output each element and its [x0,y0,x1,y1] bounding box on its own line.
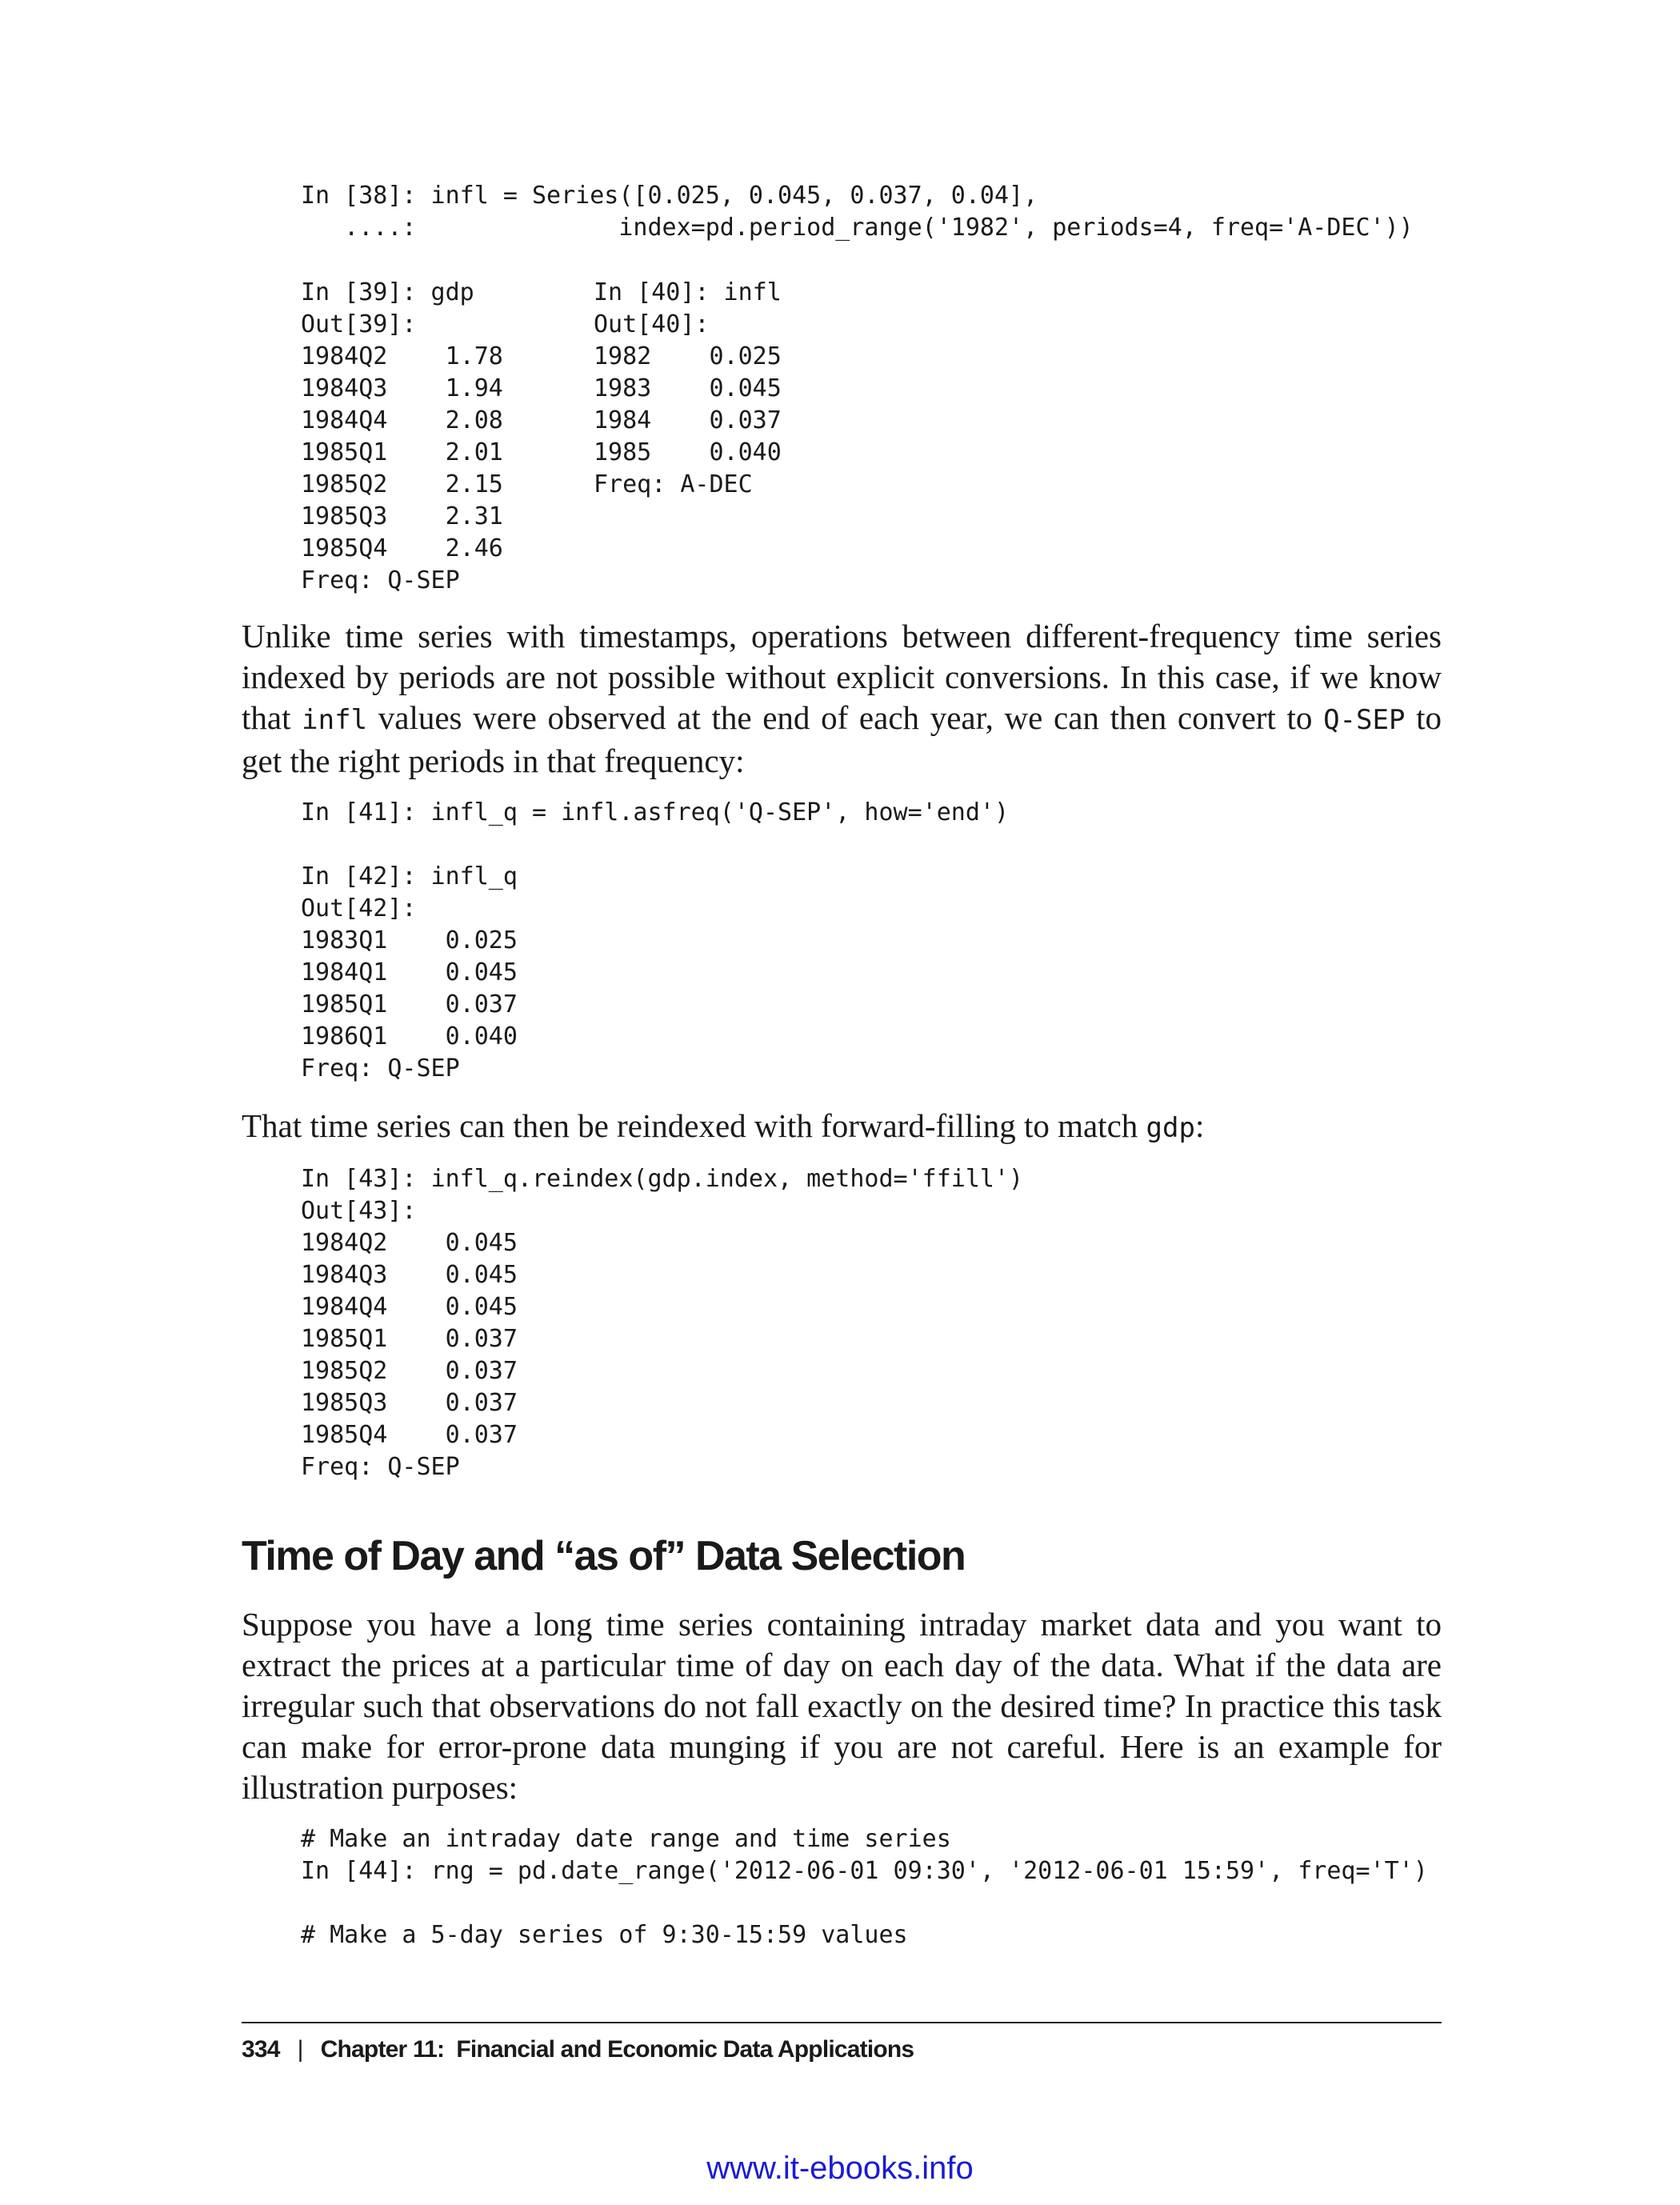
code-block-infl-output: In [40]: infl Out[40]: 1982 0.025 1983 0.045 1984 0.037 1985 0.040 Freq: A-DEC [594,278,782,498]
paragraph-reindex: That time series can then be reindexed with forward-filling to match gdp: [242,1107,1205,1144]
code-block-reindex: In [43]: infl_q.reindex(gdp.index, method='ffill') Out[43]: 1984Q2 0.045 1984Q3 0.045 1984Q4 0.045 1985Q1 0.037 1985Q2 0.037 1985Q3 0.037 1985Q4 0.037 Freq: Q-SEP [301,1165,1024,1481]
paragraph-period-conversion: Unlike time series with timestamps, operations between different-frequency time series indexed by periods are not possible without explicit conversions. In this case, if we know that infl values were observed at the end of each year, we can then convert to Q-SEP to get the right periods in that frequency: [242,618,1442,779]
inline-code-infl: infl [302,704,368,736]
page-number: 334 [242,2036,280,2063]
page-footer [242,2036,914,2063]
chapter-title: Chapter 11: Financial and Economic Data Applications [320,2036,914,2063]
code-block-gdp-output: In [39]: gdp Out[39]: 1984Q2 1.78 1984Q3 1.94 1984Q4 2.08 1985Q1 2.01 1985Q2 2.15 1985Q3 2.31 1985Q4 2.46 Freq: Q-SEP [301,278,503,594]
footer-separator: | [297,2036,303,2063]
code-block-date-range: # Make an intraday date range and time series In [44]: rng = pd.date_range('2012-06-01 09:30', '2012-06-01 15:59', freq='T') # Make a 5-day series of 9:30-15:59 values [301,1825,1428,1949]
inline-code-q-sep: Q-SEP [1323,704,1406,736]
watermark-link[interactable]: www.it-ebooks.info [706,2151,974,2186]
inline-code-gdp: gdp [1146,1112,1195,1144]
code-block-asfreq: In [41]: infl_q = infl.asfreq('Q-SEP', how='end') In [42]: infl_q Out[42]: 1983Q1 0.025 1984Q1 0.045 1985Q1 0.037 1986Q1 0.040 Freq: Q-SEP [301,798,1010,1082]
code-block-series-definition: In [38]: infl = Series([0.025, 0.045, 0.037, 0.04], ....: index=pd.period_range('1982', periods=4, freq='A-DEC')) [301,182,1414,242]
paragraph-intraday: Suppose you have a long time series containing intraday market data and you want to extract the prices at a particular time of day on each day of the data. What if the data are irregular such that observations do not fall exactly on the desired time? In practice this task can make for error-prone data munging if you are not careful. Here is an example for illustration purposes: [242,1606,1442,1806]
section-heading: Time of Day and “as of” Data Selection [242,1533,966,1579]
footer-divider [242,2022,1442,2023]
